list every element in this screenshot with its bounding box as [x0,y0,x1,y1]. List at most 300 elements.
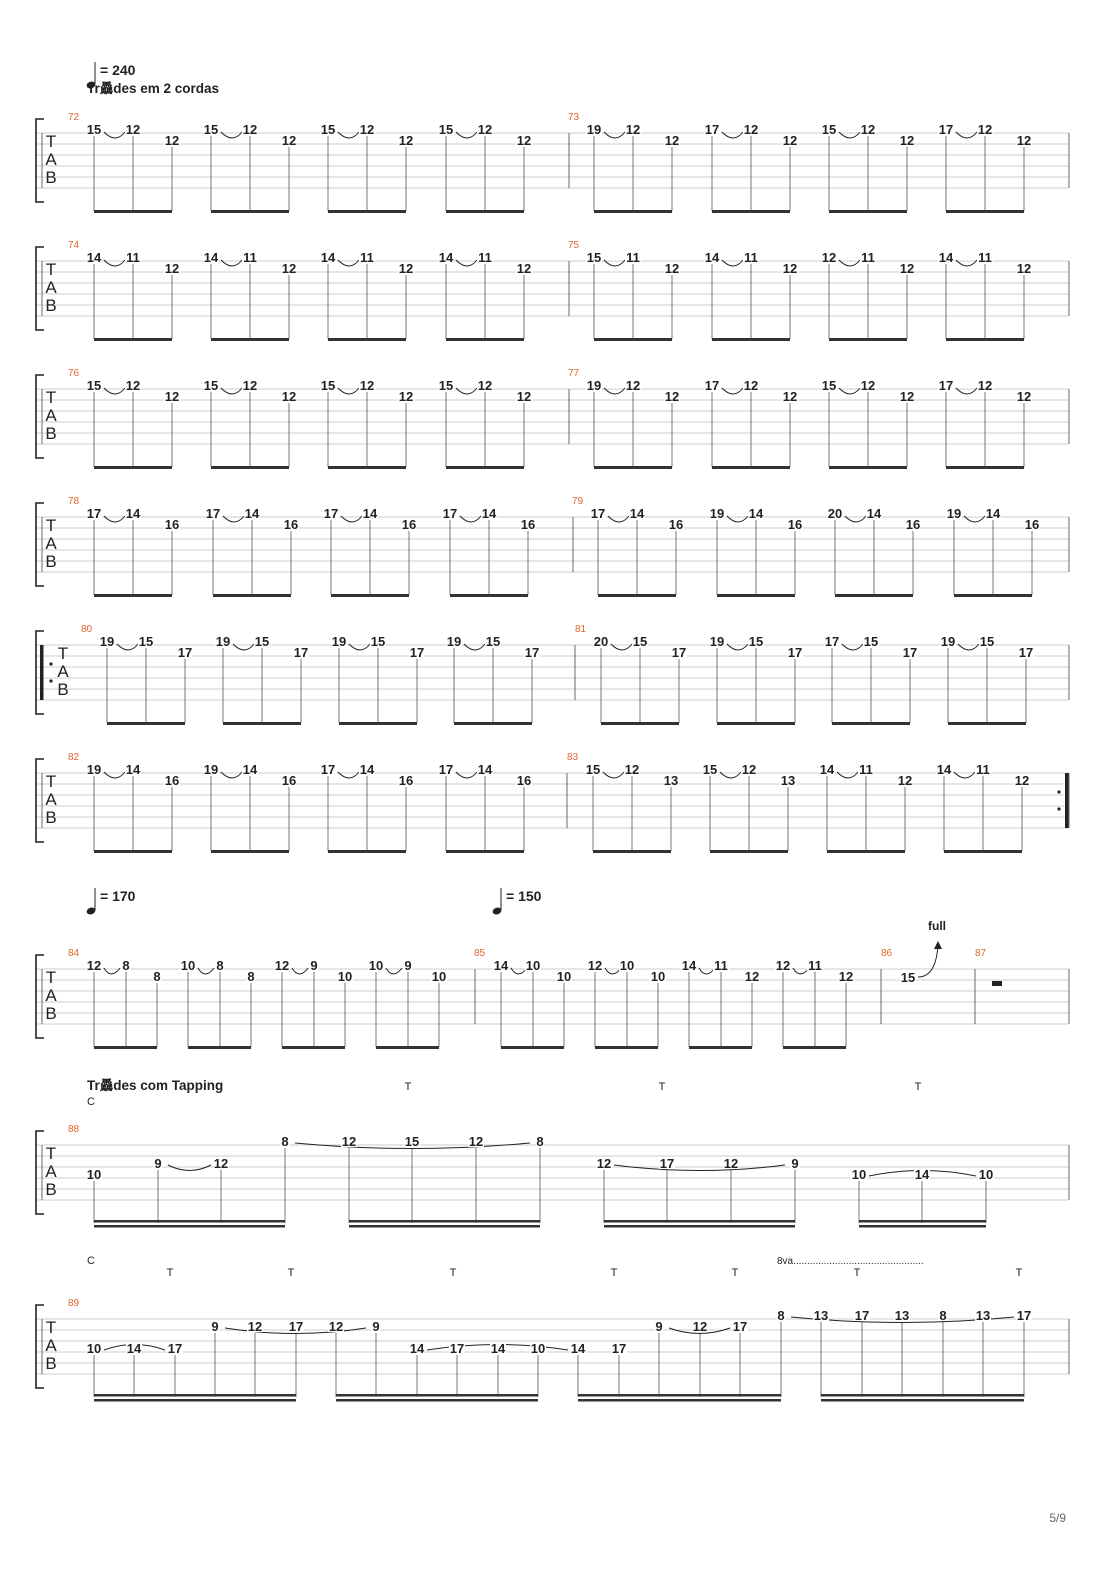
fret-number: 12 [213,1156,229,1171]
fret-number: 17 [524,645,540,660]
fret-number: 12 [125,378,141,393]
fret-number: 9 [655,1319,663,1334]
fret-number: 14 [985,506,1001,521]
bar-number: 73 [568,112,580,123]
fret-number: 12 [860,378,876,393]
fret-number: 15 [979,634,995,649]
fret-number: 11 [859,762,873,777]
tap-marking: T [914,1081,922,1093]
fret-number: 12 [664,261,680,276]
fret-number: 15 [203,378,219,393]
beam [211,210,289,213]
tab-clef-letter: T [45,1144,57,1163]
fret-number: 10 [86,1341,102,1356]
fret-number: 12 [625,122,641,137]
beam [94,1220,285,1223]
fret-number: 12 [328,1319,344,1334]
beam [829,338,907,341]
fret-number: 15 [863,634,879,649]
fret-number: 19 [203,762,219,777]
beam [689,1046,752,1049]
fret-number: 10 [525,958,541,973]
fret-number: 12 [359,378,375,393]
fret-number: 9 [404,958,412,973]
fret-number: 12 [398,133,414,148]
fret-number: 15 [203,122,219,137]
fret-number: 12 [86,958,102,973]
fret-number: 14 [320,250,336,265]
fret-number: 15 [632,634,648,649]
fret-number: 16 [516,773,532,788]
fret-number: 12 [242,122,258,137]
tab-clef-letter: T [45,772,57,791]
c-marking: C [87,1255,95,1267]
fret-number: 16 [164,517,180,532]
fret-number: 12 [692,1319,708,1334]
fret-number: 12 [782,261,798,276]
section-title-tapping: Tr驫des com Tapping [87,1078,224,1093]
fret-number: 15 [821,378,837,393]
tap-marking: T [731,1267,739,1279]
fret-number: 11 [714,958,728,973]
fret-number: 17 [177,645,193,660]
beam [282,1046,345,1049]
fret-number: 17 [320,762,336,777]
fret-number: 14 [409,1341,425,1356]
beam [944,850,1022,853]
tab-clef-letter: A [45,790,57,809]
beam [501,1046,564,1049]
beam [601,722,679,725]
tap-marking: T [449,1267,457,1279]
fret-number: 9 [211,1319,219,1334]
beam [328,210,406,213]
tap-marking: T [610,1267,618,1279]
tempo-label: = 240 [100,62,136,78]
fret-number: 8 [216,958,224,973]
fret-number: 17 [205,506,221,521]
fret-number: 19 [586,122,602,137]
tab-clef-letter: A [45,534,57,553]
fret-number: 14 [481,506,497,521]
tab-clef-letter: B [45,296,57,315]
fret-number: 11 [861,250,875,265]
fret-number: 12 [782,389,798,404]
beam [328,466,406,469]
beam [328,338,406,341]
fret-number: 10 [368,958,384,973]
fret-number: 12 [664,389,680,404]
staff-system [36,496,1069,597]
repeat-dot [1057,807,1060,810]
fret-number: 10 [650,969,666,984]
fret-number: 10 [851,1167,867,1182]
beam [835,594,913,597]
fret-number: 16 [164,773,180,788]
beam [94,594,172,597]
fret-number: 12 [596,1156,612,1171]
fret-number: 12 [274,958,290,973]
fret-number: 16 [668,517,684,532]
system-brace [36,1131,44,1214]
fret-number: 14 [490,1341,506,1356]
fret-number: 8 [536,1134,544,1149]
tab-clef-letter: A [45,986,57,1005]
beam [712,210,790,213]
staff-system [36,112,1069,213]
fret-number: 16 [401,517,417,532]
system-brace [36,119,44,202]
beam [946,210,1024,213]
fret-number: 12 [899,133,915,148]
tab-clef-letter: T [45,516,57,535]
beam [594,210,672,213]
fret-number: 16 [398,773,414,788]
beam [446,338,524,341]
fret-number: 11 [808,958,822,973]
bar-number: 75 [568,240,580,251]
beam [339,722,417,725]
fret-number: 14 [86,250,102,265]
fret-number: 11 [626,250,640,265]
fret-number: 19 [99,634,115,649]
beam [946,338,1024,341]
fret-number: 16 [905,517,921,532]
fret-number: 17 [854,1308,870,1323]
fret-number: 17 [824,634,840,649]
repeat-dot [49,679,52,682]
fret-number: 12 [281,261,297,276]
fret-number: 12 [723,1156,739,1171]
system-brace [36,759,44,842]
fret-number: 16 [520,517,536,532]
beam [446,850,524,853]
repeat-dot [49,662,52,665]
beam [578,1394,781,1397]
beam [712,338,790,341]
bar-number: 82 [68,752,80,763]
beam [376,1046,439,1049]
bar-number: 81 [575,624,587,635]
fret-number: 17 [442,506,458,521]
tempo-label: = 170 [100,888,136,904]
beam [223,722,301,725]
fret-number: 8 [281,1134,289,1149]
fret-number: 14 [125,506,141,521]
tab-clef-letter: B [45,1180,57,1199]
beam [188,1046,251,1049]
fret-number: 10 [431,969,447,984]
beam [446,466,524,469]
staff-system [36,1298,1069,1402]
fret-number: 12 [164,133,180,148]
fret-number: 13 [780,773,796,788]
staff-system [36,1124,1069,1228]
beam [710,850,788,853]
tab-clef-letter: B [57,680,69,699]
tab-clef-letter: A [45,1336,57,1355]
slur [168,1165,211,1171]
fret-number: 12 [741,762,757,777]
fret-number: 10 [180,958,196,973]
tap-marking: T [287,1267,295,1279]
beam [821,1399,1024,1402]
slur [614,1165,785,1171]
beam [94,338,172,341]
beam [336,1399,538,1402]
tab-clef-letter: B [45,424,57,443]
tab-clef-letter: B [45,1354,57,1373]
beam [946,466,1024,469]
fret-number: 12 [897,773,913,788]
beam [604,1220,795,1223]
fret-number: 12 [516,389,532,404]
fret-number: 9 [372,1319,380,1334]
beam [94,210,172,213]
fret-number: 17 [704,378,720,393]
fret-number: 11 [976,762,990,777]
fret-number: 12 [899,389,915,404]
fret-number: 14 [203,250,219,265]
fret-number: 12 [281,389,297,404]
bar-number: 87 [975,948,987,959]
beam [450,594,528,597]
staff-system [36,624,1069,725]
beam [94,1046,157,1049]
tab-clef-letter: T [45,968,57,987]
fret-number: 11 [744,250,758,265]
fret-number: 12 [468,1134,484,1149]
beam [211,850,289,853]
fret-number: 15 [438,122,454,137]
fret-number: 17 [902,645,918,660]
fret-number: 15 [320,122,336,137]
fret-number: 15 [86,122,102,137]
fret-number: 19 [940,634,956,649]
fret-number: 11 [360,250,374,265]
fret-number: 14 [748,506,764,521]
beam [954,594,1032,597]
beam [594,338,672,341]
fret-number: 12 [743,122,759,137]
fret-number: 12 [1016,389,1032,404]
beam [94,1394,296,1397]
tab-clef-letter: A [45,150,57,169]
staff-system [36,752,1069,853]
fret-number: 16 [283,517,299,532]
fret-number: 12 [977,122,993,137]
fret-number: 12 [125,122,141,137]
fret-number: 11 [978,250,992,265]
bar-number: 74 [68,240,80,251]
bar-number: 89 [68,1298,80,1309]
beam [594,466,672,469]
fret-number: 10 [619,958,635,973]
fret-number: 19 [586,378,602,393]
fret-number: 12 [477,378,493,393]
fret-number: 17 [671,645,687,660]
bar-number: 80 [81,624,93,635]
fret-number: 17 [449,1341,465,1356]
fret-number: 17 [787,645,803,660]
section-title-2-strings: Tr驫des em 2 cordas [87,81,220,96]
fret-number: 10 [337,969,353,984]
fret-number: 10 [556,969,572,984]
fret-number: 12 [977,378,993,393]
beam [821,1394,1024,1397]
fret-number: 19 [331,634,347,649]
tap-marking: T [166,1267,174,1279]
fret-number: 17 [1016,1308,1032,1323]
beam [107,722,185,725]
fret-number: 12 [860,122,876,137]
fret-number: 17 [938,378,954,393]
beam [349,1220,540,1223]
fret-number: 15 [138,634,154,649]
beam [454,722,532,725]
fret-number: 12 [516,133,532,148]
bar-number: 72 [68,112,80,123]
repeat-end-thick-bar [1065,773,1069,828]
beam [859,1220,986,1223]
beam [94,466,172,469]
fret-number: 14 [244,506,260,521]
fret-number: 8 [247,969,255,984]
tab-clef-letter: T [45,260,57,279]
beam [94,850,172,853]
fret-number: 19 [946,506,962,521]
fret-number: 10 [530,1341,546,1356]
page-number: 5/9 [1049,1511,1066,1525]
tempo-marking-170 [86,888,136,916]
fret-number: 17 [938,122,954,137]
beam [213,594,291,597]
fret-number: 12 [247,1319,263,1334]
fret-number: 15 [370,634,386,649]
fret-number: 12 [164,389,180,404]
fret-number: 9 [310,958,318,973]
bar-number: 86 [881,948,893,959]
fret-number: 11 [478,250,492,265]
fret-number: 15 [254,634,270,649]
fret-number: 12 [398,389,414,404]
fret-number: 19 [446,634,462,649]
tempo-label: = 150 [506,888,542,904]
fret-number: 12 [899,261,915,276]
fret-number: 12 [744,969,760,984]
bar-number: 83 [567,752,579,763]
fret-number: 13 [813,1308,829,1323]
fret-number: 17 [288,1319,304,1334]
fret-number: 16 [1024,517,1040,532]
fret-number: 19 [215,634,231,649]
fret-number: 12 [281,133,297,148]
fret-number: 17 [732,1319,748,1334]
fret-number: 15 [586,250,602,265]
fret-number: 15 [900,970,916,985]
fret-number: 17 [293,645,309,660]
fret-number: 12 [821,250,837,265]
tab-clef-letter: A [57,662,69,681]
fret-number: 12 [775,958,791,973]
beam [595,1046,658,1049]
beam [349,1225,540,1228]
fret-number: 17 [438,762,454,777]
fret-number: 15 [821,122,837,137]
fret-number: 12 [1014,773,1030,788]
fret-number: 15 [320,378,336,393]
bar-number: 79 [572,496,584,507]
fret-number: 9 [791,1156,799,1171]
fret-number: 16 [281,773,297,788]
fret-number: 17 [167,1341,183,1356]
tap-marking: T [853,1267,861,1279]
fret-number: 14 [362,506,378,521]
fret-number: 15 [485,634,501,649]
beam [604,1225,795,1228]
tap-marking: T [658,1081,666,1093]
fret-number: 14 [359,762,375,777]
fret-number: 13 [663,773,679,788]
tab-clef-letter: A [45,278,57,297]
beam [211,338,289,341]
fret-number: 12 [664,133,680,148]
fret-number: 17 [611,1341,627,1356]
fret-number: 13 [975,1308,991,1323]
fret-number: 17 [659,1156,675,1171]
fret-number: 8 [777,1308,785,1323]
fret-number: 17 [1018,645,1034,660]
fret-number: 10 [978,1167,994,1182]
fret-number: 12 [624,762,640,777]
system-brace [36,247,44,330]
beam [859,1225,986,1228]
tap-marking: T [404,1081,412,1093]
tab-clef-letter: B [45,168,57,187]
fret-number: 12 [341,1134,357,1149]
beam [578,1399,781,1402]
beam [211,466,289,469]
beam [948,722,1026,725]
bend-full-label: full [928,919,946,933]
fret-number: 16 [787,517,803,532]
fret-number: 9 [154,1156,162,1171]
bend-arrowhead [934,941,942,949]
beam [94,1399,296,1402]
fret-number: 12 [477,122,493,137]
fret-number: 11 [243,250,257,265]
staff-system [36,240,1069,341]
fret-number: 14 [242,762,258,777]
fret-number: 12 [164,261,180,276]
fret-number: 15 [404,1134,420,1149]
tempo-marking-150 [492,888,542,916]
beam [829,210,907,213]
beam [717,722,795,725]
fret-number: 14 [126,1341,142,1356]
fret-number: 15 [585,762,601,777]
fret-number: 14 [438,250,454,265]
tab-clef-letter: B [45,808,57,827]
fret-number: 17 [409,645,425,660]
fret-number: 12 [516,261,532,276]
fret-number: 11 [126,250,140,265]
fret-number: 12 [398,261,414,276]
tap-marking: T [1015,1267,1023,1279]
beam [598,594,676,597]
half-rest [992,981,1002,986]
fret-number: 14 [629,506,645,521]
